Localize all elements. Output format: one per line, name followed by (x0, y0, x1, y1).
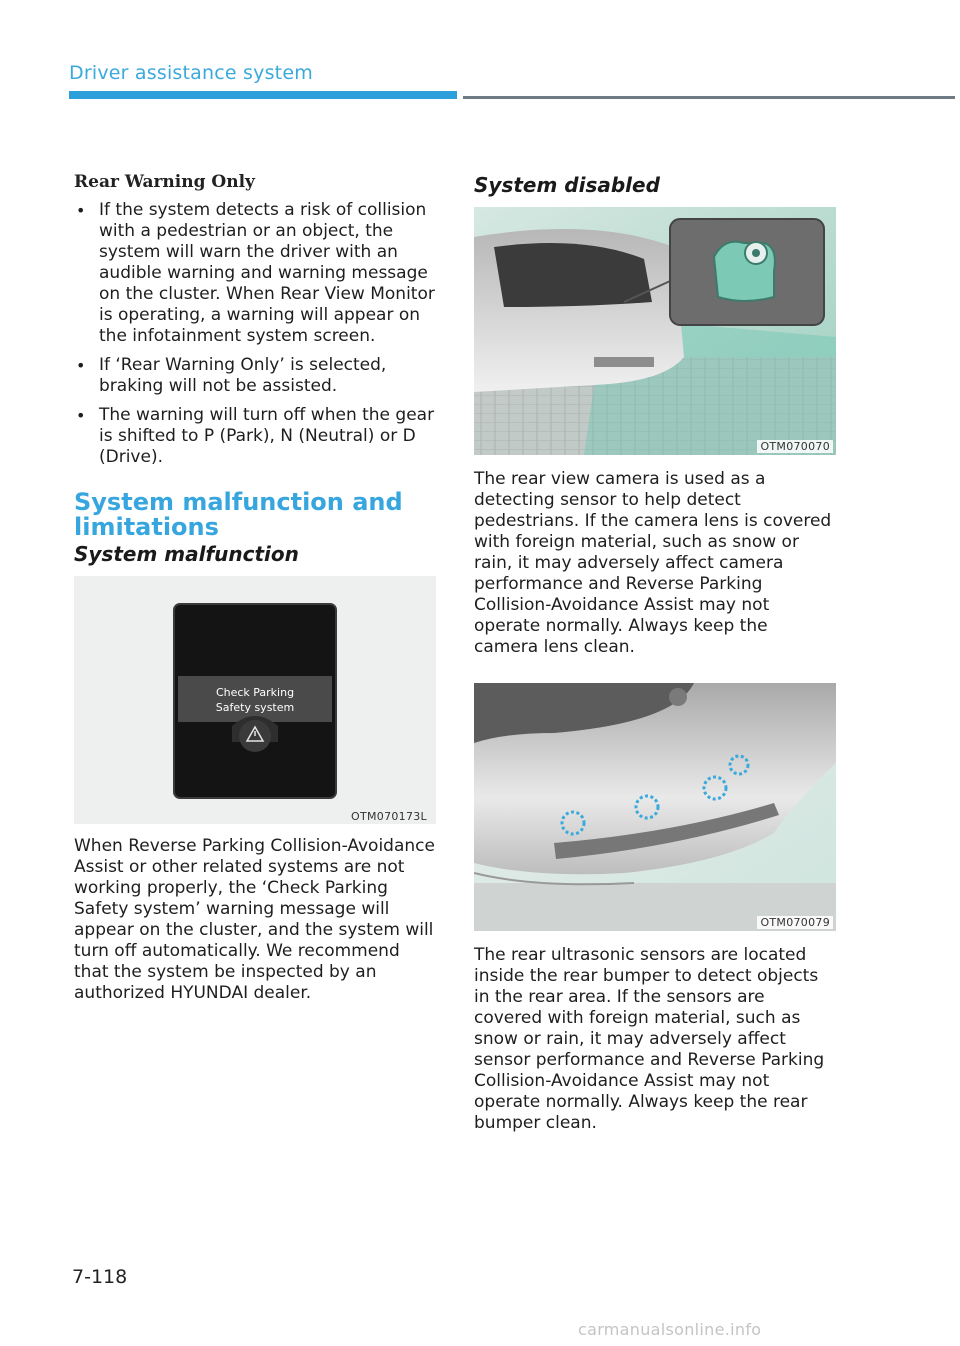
figure-code: OTM070070 (757, 440, 833, 453)
right-column (474, 170, 836, 1134)
rear-camera-figure (474, 207, 836, 455)
page-header-title: Driver assistance system (69, 62, 313, 84)
rear-sensors-illustration (474, 683, 836, 931)
list-item: • The warning will turn off when the gear is shifted to P (Park), N (Neutral) or D (Drive). (74, 405, 438, 468)
system-disabled-subtitle: System disabled (474, 173, 660, 197)
left-column (74, 170, 438, 1004)
header-accent-bar (69, 91, 457, 99)
figure-code: OTM070079 (757, 916, 833, 929)
camera-text: The rear view camera is used as a detecting sensor to help detect pedestrians. If the camera lens is covered with foreign material, such as snow or rain, it may adversely affect camera performance and Reverse Parking Collision-Avoidance Assist may not operate normally. Always keep the camera lens clean. (474, 469, 832, 657)
sensors-text: The rear ultrasonic sensors are located inside the rear bumper to detect objects in the rear area. If the sensors are covered with foreign material, such as snow or rain, it may adversely affect sensor performance and Reverse Parking Collision-Avoidance Assist may not operate normally. Always keep the rear bumper clean. (474, 945, 825, 1133)
malfunction-text: When Reverse Parking Collision-Avoidance Assist or other related systems are not working properly, the ‘Check Parking Safety system’ warning message will appear on the cluster, and the system will turn off automatically. We recommend that the system be inspected by an authorized HYUNDAI dealer. (74, 836, 435, 1003)
cluster-message-line1: Check Parking (215, 686, 295, 699)
cluster-warning-illustration (74, 576, 436, 824)
rear-sensors-figure (474, 683, 836, 931)
watermark: carmanualsonline.info (578, 1320, 762, 1339)
section-title: System malfunction and limitations (74, 488, 403, 541)
system-malfunction-subtitle: System malfunction (74, 542, 299, 566)
list-item: • If ‘Rear Warning Only’ is selected, braking will not be assisted. (74, 355, 438, 397)
header-divider (463, 96, 955, 99)
rear-warning-heading: Rear Warning Only (74, 172, 255, 192)
cluster-warning-figure (74, 576, 436, 824)
figure-code: OTM070173L (351, 810, 427, 823)
page-number: 7-118 (72, 1266, 128, 1288)
rear-warning-list (74, 200, 438, 468)
list-item: • If the system detects a risk of collision with a pedestrian or an object, the system will warn the driver with an audible warning and warning message on the cluster. When Rear View Monitor is operating, a warning will appear on the infotainment system screen. (74, 200, 438, 347)
cluster-message-line2: Safety system (215, 701, 295, 714)
rear-camera-illustration (474, 207, 836, 455)
